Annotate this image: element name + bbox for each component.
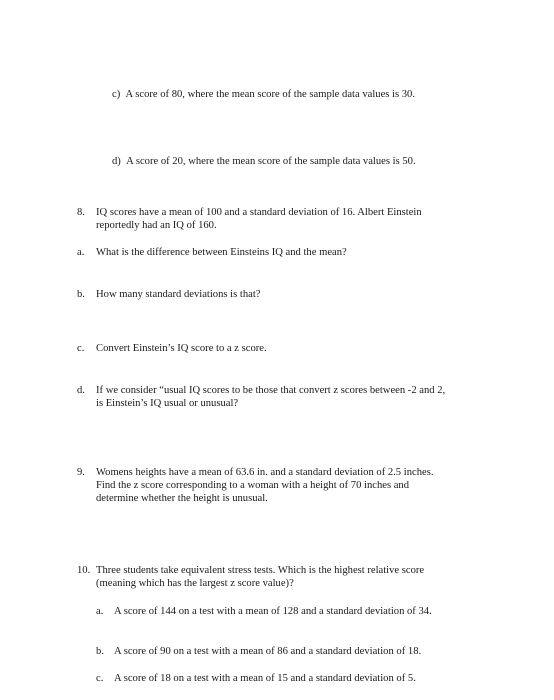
item-label: c. xyxy=(96,673,104,684)
item-text: A score of 90 on a test with a mean of 86 and a standard deviation of 18. xyxy=(114,646,422,657)
question-number: 9. xyxy=(77,467,85,478)
question-8d xyxy=(77,384,445,397)
item-label: d. xyxy=(77,385,85,396)
question-text: reportedly had an IQ of 160. xyxy=(96,220,217,231)
question-10-line-1 xyxy=(96,564,424,577)
question-10c xyxy=(96,672,416,685)
item-text: A score of 20, where the mean score of the sample data values is 50. xyxy=(126,156,416,167)
question-9-line-2 xyxy=(96,479,409,492)
question-text: (meaning which has the largest z score value)? xyxy=(96,578,294,589)
question-text: Find the z score corresponding to a woman with a height of 70 inches and xyxy=(96,480,410,491)
question-text: IQ scores have a mean of 100 and a standard deviation of 16. Albert Einstein xyxy=(96,207,422,218)
question-text: Three students take equivalent stress tests. Which is the highest relative score xyxy=(96,565,425,576)
question-number: 8. xyxy=(77,207,85,218)
item-text: A score of 144 on a test with a mean of 128 and a standard deviation of 34. xyxy=(114,606,432,617)
question-10a xyxy=(96,605,432,618)
item-label: b. xyxy=(77,289,85,300)
item-label: b. xyxy=(96,646,104,657)
question-9-line-3 xyxy=(96,492,268,505)
item-d-previous xyxy=(112,155,416,168)
question-text: determine whether the height is unusual. xyxy=(96,493,268,504)
item-text: If we consider “usual IQ scores to be those that convert z scores between -2 and 2, xyxy=(96,385,446,396)
item-text: is Einstein’s IQ usual or unusual? xyxy=(96,398,239,409)
question-text: Womens heights have a mean of 63.6 in. and a standard deviation of 2.5 inches. xyxy=(96,467,434,478)
question-number: 10. xyxy=(77,565,91,576)
item-label: c. xyxy=(77,343,85,354)
question-8-line-2 xyxy=(96,219,217,232)
item-label: d) xyxy=(112,156,121,167)
question-9-number xyxy=(77,466,85,479)
question-8a xyxy=(77,246,347,259)
item-c-previous xyxy=(112,88,415,101)
question-10b xyxy=(96,645,421,658)
item-text: What is the difference between Einsteins IQ and the mean? xyxy=(96,247,347,258)
item-label: a. xyxy=(77,247,85,258)
question-10-line-2 xyxy=(96,577,294,590)
item-text: How many standard deviations is that? xyxy=(96,289,261,300)
item-label: c) xyxy=(112,89,121,100)
question-8d-line-2 xyxy=(96,397,238,410)
question-9-line-1 xyxy=(96,466,433,479)
item-text: Convert Einstein’s IQ score to a z score. xyxy=(96,343,267,354)
question-10-number xyxy=(77,564,90,577)
question-8-line-1 xyxy=(96,206,422,219)
item-text: A score of 80, where the mean score of the sample data values is 30. xyxy=(125,89,415,100)
question-8b xyxy=(77,288,260,301)
question-8c xyxy=(77,342,267,355)
item-text: A score of 18 on a test with a mean of 15 and a standard deviation of 5. xyxy=(114,673,416,684)
item-label: a. xyxy=(96,606,104,617)
question-8-number xyxy=(77,206,85,219)
